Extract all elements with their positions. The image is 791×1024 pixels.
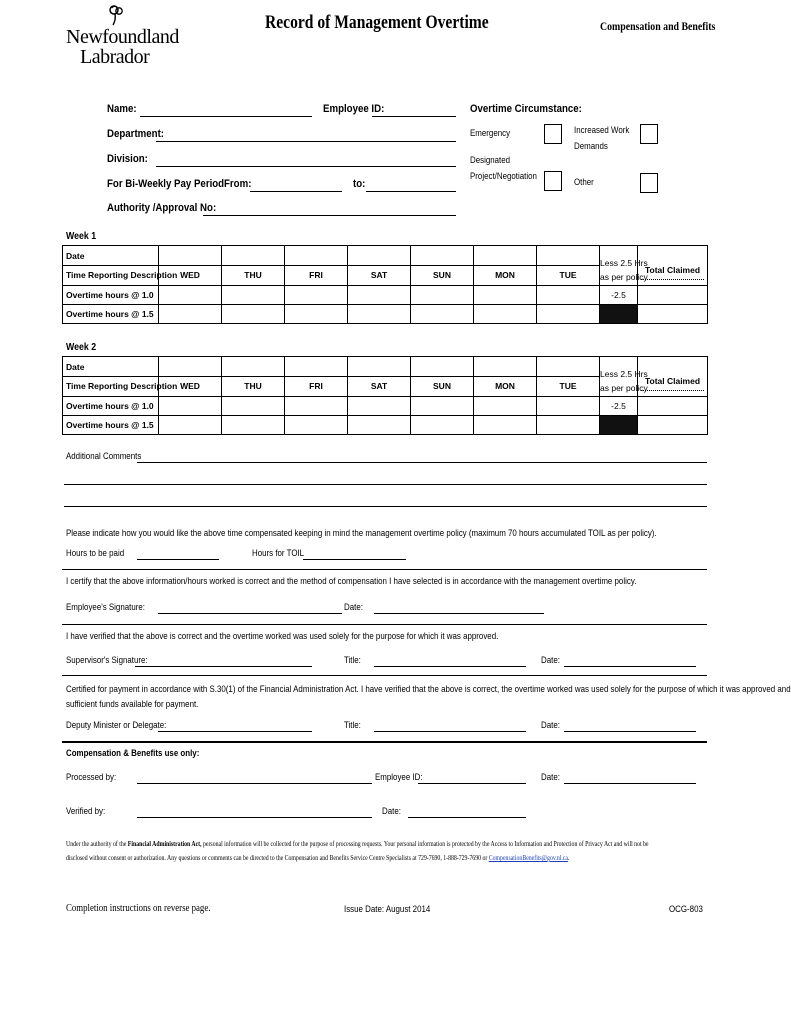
week2-row2-wed[interactable] [159, 416, 222, 435]
week2-sat-date[interactable] [348, 357, 411, 397]
increased-work-label [574, 122, 629, 154]
week2-row1-label: Overtime hours @ 1.0 [63, 397, 159, 416]
week1-row1-fri[interactable] [285, 286, 348, 305]
department-tag: Compensation and Benefits [600, 19, 716, 33]
week1-trd-label: Time Reporting Description [66, 270, 178, 280]
week1-header-label [63, 246, 178, 286]
week2-day-thu: THU [244, 381, 262, 391]
week1-day-fri: FRI [309, 270, 323, 280]
week2-total-label: Total Claimed [644, 376, 701, 386]
employee-date-label: Date: [344, 602, 363, 612]
week2-label: Week 2 [66, 342, 97, 353]
week2-row1-mon[interactable] [474, 397, 537, 416]
week1-day-thu: THU [244, 270, 262, 280]
week1-fri-date[interactable] [285, 246, 348, 286]
deputy-label: Deputy Minister or Delegate: [66, 720, 167, 730]
designated-checkbox[interactable] [544, 171, 562, 191]
divider-4 [62, 741, 707, 743]
comments-label: Additional Comments [66, 451, 142, 461]
week2-total-header [638, 357, 708, 397]
week1-row1-label: Overtime hours @ 1.0 [63, 286, 159, 305]
week2-date-label: Date [63, 357, 158, 377]
week1-row2-sat[interactable] [348, 305, 411, 324]
deputy-text-line2: sufficient funds available for payment. [66, 699, 199, 709]
pitcher-plant-icon [106, 4, 126, 26]
form-code: OCG-803 [669, 904, 703, 914]
week2-trd-label: Time Reporting Description [66, 381, 178, 391]
week2-row2-fri[interactable] [285, 416, 348, 435]
week2-row2-label: Overtime hours @ 1.5 [63, 416, 159, 435]
designated-label [470, 152, 537, 184]
week1-row2-label: Overtime hours @ 1.5 [63, 305, 159, 324]
name-field[interactable] [140, 116, 312, 117]
week1-row1-tue[interactable] [537, 286, 600, 305]
employee-id-field[interactable] [372, 116, 456, 117]
comments-field-line3[interactable] [64, 506, 707, 507]
comments-field-line1[interactable] [137, 462, 707, 463]
week2-row1-fri[interactable] [285, 397, 348, 416]
week2-row1-total[interactable] [638, 397, 708, 416]
other-label: Other [574, 177, 594, 187]
week2-day-fri: FRI [309, 381, 323, 391]
office-employee-id-label: Employee ID: [375, 772, 423, 782]
divider-3 [62, 675, 707, 676]
week1-row2-total[interactable] [638, 305, 708, 324]
designated-line1: Designated [470, 155, 511, 165]
supervisor-text: I have verified that the above is correct and the overtime worked was used solely for the purpose for which it was approved. [66, 631, 499, 641]
divider-2 [62, 624, 707, 625]
privacy-pre: Under the authority of the [66, 840, 128, 848]
week2-mon-date[interactable] [474, 357, 537, 397]
week2-row2-total[interactable] [638, 416, 708, 435]
week1-row1-mon[interactable] [474, 286, 537, 305]
hours-paid-label: Hours to be paid [66, 548, 125, 558]
week1-less-line2: as per policy [600, 271, 648, 282]
supervisor-title-field[interactable] [374, 666, 526, 667]
hours-toil-field[interactable] [303, 559, 406, 560]
privacy-line2: disclosed without consent or authorization. Any questions or comments can be directed to the Compensation and Benefits Service Centre Specialists at 729-7690, 1-888-729-7690 or [66, 854, 489, 862]
employee-signature-label: Employee's Signature: [66, 602, 146, 612]
week2-fri-date[interactable] [285, 357, 348, 397]
department-field[interactable] [156, 141, 456, 142]
name-label: Name: [107, 103, 137, 115]
week1-day-tue: TUE [559, 270, 577, 280]
from-field[interactable] [250, 191, 342, 192]
increased-work-line1: Increased Work [574, 125, 630, 135]
week1-table [62, 245, 708, 324]
week2-thu-date[interactable] [222, 357, 285, 397]
privacy-act: Financial Administration Act, [127, 840, 202, 848]
supervisor-signature-label: Supervisor's Signature: [66, 655, 148, 665]
deputy-date-label: Date: [541, 720, 560, 730]
employee-cert-text: I certify that the above information/hours worked is correct and the method of compensation I have selected is in accordance with the management overtime policy. [66, 576, 637, 586]
week1-label: Week 1 [66, 231, 97, 242]
page-title: Record of Management Overtime [265, 12, 489, 33]
week2-row2-sun[interactable] [411, 416, 474, 435]
week1-row2-fri[interactable] [285, 305, 348, 324]
pay-period-label: For Bi-Weekly Pay Period [107, 178, 225, 190]
processed-by-label: Processed by: [66, 772, 117, 782]
from-label: From: [224, 178, 252, 190]
privacy-notice-line1 [66, 840, 649, 848]
week2-row1-sat[interactable] [348, 397, 411, 416]
week2-day-mon: MON [495, 381, 515, 391]
week1-row1-total[interactable] [638, 286, 708, 305]
week2-row1-tue[interactable] [537, 397, 600, 416]
week1-row1-less: -2.5 [600, 286, 638, 305]
week1-less-line1: Less 2.5 Hrs [600, 257, 648, 268]
week1-row1-sat[interactable] [348, 286, 411, 305]
week1-row2-tue[interactable] [537, 305, 600, 324]
week1-mon-date[interactable] [474, 246, 537, 286]
compensation-instruction: Please indicate how you would like the above time compensated keeping in mind the management overtime policy (maximum 70 hours accumulated TOIL as per policy). [66, 528, 657, 538]
week1-row1-sun[interactable] [411, 286, 474, 305]
emergency-label: Emergency [470, 128, 511, 138]
week2-row2-thu[interactable] [222, 416, 285, 435]
week1-row2-thu[interactable] [222, 305, 285, 324]
week2-header-label [63, 357, 178, 397]
week1-row1-wed[interactable] [159, 286, 222, 305]
week1-sun-date[interactable] [411, 246, 474, 286]
to-field[interactable] [366, 191, 456, 192]
week2-less-line2: as per policy [600, 382, 648, 393]
office-date1-label: Date: [541, 772, 560, 782]
completion-instructions: Completion instructions on reverse page. [66, 903, 211, 914]
week1-row2-less [600, 305, 638, 324]
week2-day-sun: SUN [433, 381, 451, 391]
supervisor-signature-field[interactable] [135, 666, 312, 667]
privacy-post: personal information will be collected for the purpose of processing requests. Your personal information is protected by the Access to Information and Protection of Privacy Act and will not be [201, 840, 649, 848]
deputy-title-field[interactable] [374, 731, 526, 732]
division-label: Division: [107, 153, 148, 165]
week1-total-header [638, 246, 708, 286]
supervisor-date-field[interactable] [564, 666, 696, 667]
deputy-date-field[interactable] [564, 731, 696, 732]
employee-date-field[interactable] [374, 613, 544, 614]
week2-row2-mon[interactable] [474, 416, 537, 435]
verified-by-label: Verified by: [66, 806, 106, 816]
week2-row2-sat[interactable] [348, 416, 411, 435]
to-label: to: [353, 178, 366, 190]
week2-day-wed: WED [180, 381, 200, 391]
week2-row1-less: -2.5 [600, 397, 638, 416]
logo-line1: Newfoundland [66, 26, 179, 48]
week2-less-header [600, 357, 648, 397]
logo-line2: Labrador [80, 46, 150, 68]
hours-toil-label: Hours for TOIL [252, 548, 305, 558]
week1-tue-date[interactable] [537, 246, 600, 286]
week2-row2-less [600, 416, 638, 435]
week1-less-header [600, 246, 648, 286]
week1-row2-wed[interactable] [159, 305, 222, 324]
comments-field-line2[interactable] [64, 484, 707, 485]
verified-by-field[interactable] [137, 817, 372, 818]
office-date1-field[interactable] [564, 783, 696, 784]
increased-work-checkbox[interactable] [640, 124, 658, 144]
week2-sun-date[interactable] [411, 357, 474, 397]
department-label: Department: [107, 128, 165, 140]
office-date2-label: Date: [382, 806, 401, 816]
circumstance-title: Overtime Circumstance: [470, 103, 582, 115]
week2-day-tue: TUE [559, 381, 577, 391]
supervisor-title-label: Title: [344, 655, 361, 665]
deputy-signature-field[interactable] [158, 731, 312, 732]
divider-1 [62, 569, 707, 570]
week1-day-mon: MON [495, 270, 515, 280]
week1-total-label: Total Claimed [644, 265, 701, 275]
office-employee-id-field[interactable] [418, 783, 526, 784]
week2-row1-wed[interactable] [159, 397, 222, 416]
authority-label: Authority /Approval No: [107, 202, 217, 214]
week2-day-sat: SAT [370, 381, 388, 391]
other-checkbox[interactable] [640, 173, 658, 193]
week2-less-line1: Less 2.5 Hrs [600, 368, 648, 379]
week1-date-label: Date [63, 246, 158, 266]
privacy-line2-end: . [567, 854, 570, 862]
week2-row2-tue[interactable] [537, 416, 600, 435]
week1-day-sun: SUN [433, 270, 451, 280]
privacy-email-link[interactable]: CompensationBenefits@gov.nl.ca [488, 854, 568, 862]
privacy-notice-line2 [66, 854, 569, 862]
week2-tue-date[interactable] [537, 357, 600, 397]
division-field[interactable] [156, 166, 456, 167]
week1-thu-date[interactable] [222, 246, 285, 286]
week1-day-sat: SAT [370, 270, 388, 280]
processed-by-field[interactable] [137, 783, 372, 784]
authority-field[interactable] [203, 215, 456, 216]
issue-date: Issue Date: August 2014 [344, 904, 431, 914]
week1-day-wed: WED [180, 270, 200, 280]
week2-row1-thu[interactable] [222, 397, 285, 416]
office-use-title: Compensation & Benefits use only: [66, 748, 200, 758]
week2-table [62, 356, 708, 435]
deputy-title-label: Title: [344, 720, 361, 730]
hours-paid-field[interactable] [137, 559, 219, 560]
week1-row2-sun[interactable] [411, 305, 474, 324]
emergency-checkbox[interactable] [544, 124, 562, 144]
week2-row1-sun[interactable] [411, 397, 474, 416]
week1-row1-thu[interactable] [222, 286, 285, 305]
designated-line2: Project/Negotiation [470, 171, 537, 181]
supervisor-date-label: Date: [541, 655, 560, 665]
office-date2-field[interactable] [408, 817, 526, 818]
week1-sat-date[interactable] [348, 246, 411, 286]
increased-work-line2: Demands [574, 141, 608, 151]
logo [66, 4, 179, 70]
employee-signature-field[interactable] [158, 613, 342, 614]
deputy-text-line1: Certified for payment in accordance with S.30(1) of the Financial Administration Act. I have verified that the above is correct, the overtime worked was used solely for the purpose of which it was approved and [66, 684, 791, 694]
week1-row2-mon[interactable] [474, 305, 537, 324]
employee-id-label: Employee ID: [323, 103, 385, 115]
